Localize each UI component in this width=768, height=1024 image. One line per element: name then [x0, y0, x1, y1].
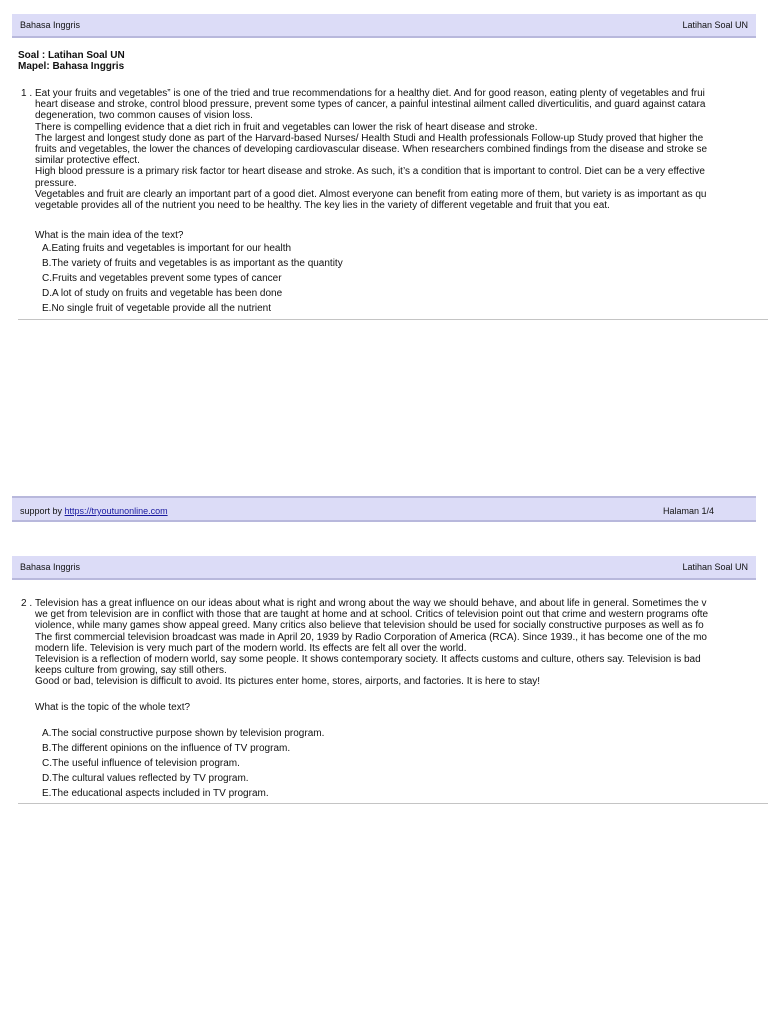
answer-option-e[interactable]: E.The educational aspects included in TV program. — [42, 788, 269, 798]
passage-line: The largest and longest study done as part of the Harvard-based Nurses/ Health Studi and Health professionals Follow-up Study proved that higher the — [35, 132, 704, 144]
passage-line: fruits and vegetables, the lower the chances of developing cardiovascular disease. When researchers combined findings from the disease and stroke se — [35, 144, 708, 156]
question-divider — [18, 803, 768, 804]
reading-passage — [35, 598, 768, 688]
answer-option-d[interactable]: D.The cultural values reflected by TV program. — [42, 773, 249, 784]
passage-line: Television has a great influence on our ideas about what is right and wrong about the way we should behave, and about life in general. Sometimes the v — [35, 598, 707, 609]
question-1 — [18, 88, 768, 320]
passage-line: Good or bad, television is difficult to avoid. Its pictures enter home, stores, airports, and factories. It is here to stay! — [35, 676, 541, 688]
mapel-label: Mapel: Bahasa Inggris — [18, 61, 125, 72]
page-header — [12, 14, 756, 38]
passage-line: violence, while many games show appeal greed. Many critics also believe that television should be used for socially constructive purposes as well as fo — [35, 620, 704, 632]
passage-line: pressure. — [35, 177, 77, 189]
question-prompt: What is the topic of the whole text? — [35, 702, 191, 713]
passage-line: we get from television are in conflict with those that are taught at home and at school. Critics of television point out that crime and western programs ofte — [35, 609, 709, 621]
passage-line: High blood pressure is a primary risk factor tor heart disease and stroke. As such, it’s a condition that is important to control. Diet can be a very effective — [35, 166, 705, 178]
header-subject: Bahasa Inggris — [20, 20, 81, 30]
footer-support — [20, 506, 168, 516]
question-2 — [18, 598, 768, 798]
question-number: 2 . — [21, 598, 33, 609]
passage-line: vegetable provides all of the nutrient you need to be healthy. The key lies in the variety of different vegetable and fruit that you eat. — [35, 200, 610, 212]
soal-label: Soal : Latihan Soal UN — [18, 50, 125, 61]
page-header-2 — [12, 556, 756, 580]
support-link[interactable]: https://tryoutunonline.com — [64, 506, 168, 516]
answer-option-a[interactable]: A.The social constructive purpose shown by television program. — [42, 728, 325, 739]
support-label: support by — [20, 506, 63, 516]
header-title: Latihan Soal UN — [682, 20, 748, 30]
page-number: Halaman 1/4 — [663, 506, 715, 516]
answer-option-b[interactable]: B.The variety of fruits and vegetables is as important as the quantity — [42, 258, 343, 269]
passage-line: degeneration, two common causes of vision loss. — [35, 110, 253, 122]
passage-line: The first commercial television broadcast was made in April 20, 1939 by Radio Corporation of America (RCA). Since 1939., it has become one of the mo — [35, 631, 707, 643]
exam-meta — [18, 50, 125, 72]
question-divider — [18, 319, 768, 320]
answer-option-b[interactable]: B.The different opinions on the influence of TV program. — [42, 743, 291, 754]
passage-line: heart disease and stroke, control blood pressure, prevent some types of cancer, a painful intestinal ailment called diverticulitis, and guard against catara — [35, 99, 706, 111]
question-prompt: What is the main idea of the text? — [35, 230, 184, 241]
answer-option-e[interactable]: E.No single fruit of vegetable provide all the nutrient — [42, 303, 272, 314]
header-title: Latihan Soal UN — [682, 562, 748, 572]
answer-option-c[interactable]: C.The useful influence of television program. — [42, 758, 240, 769]
passage-line: Eat your fruits and vegetables” is one of the tried and true recommendations for a healthy diet. And for good reason, eating plenty of vegetables and frui — [35, 88, 705, 99]
passage-line: Television is a reflection of modern world, say some people. It shows contemporary society. It affects customs and culture, others say. Television is bad — [35, 654, 701, 666]
passage-line: modern life. Television is very much part of the modern world. Its effects are felt all over the world. — [35, 642, 467, 654]
question-number: 1 . — [21, 88, 33, 99]
answer-option-a[interactable]: A.Eating fruits and vegetables is important for our health — [42, 243, 292, 254]
answer-option-d[interactable]: D.A lot of study on fruits and vegetable has been done — [42, 288, 283, 299]
passage-line: There is compelling evidence that a diet rich in fruit and vegetables can lower the risk of heart disease and stroke. — [35, 121, 538, 133]
header-subject: Bahasa Inggris — [20, 562, 81, 572]
page-footer — [12, 496, 756, 522]
passage-line: keeps culture from growing, say still others. — [35, 665, 227, 677]
reading-passage — [35, 88, 768, 211]
passage-line: similar protective effect. — [35, 155, 140, 167]
passage-line: Vegetables and fruit are clearly an important part of a good diet. Almost everyone can benefit from eating more of them, but variety is as important as qu — [35, 188, 707, 200]
answer-option-c[interactable]: C.Fruits and vegetables prevent some types of cancer — [42, 273, 282, 284]
